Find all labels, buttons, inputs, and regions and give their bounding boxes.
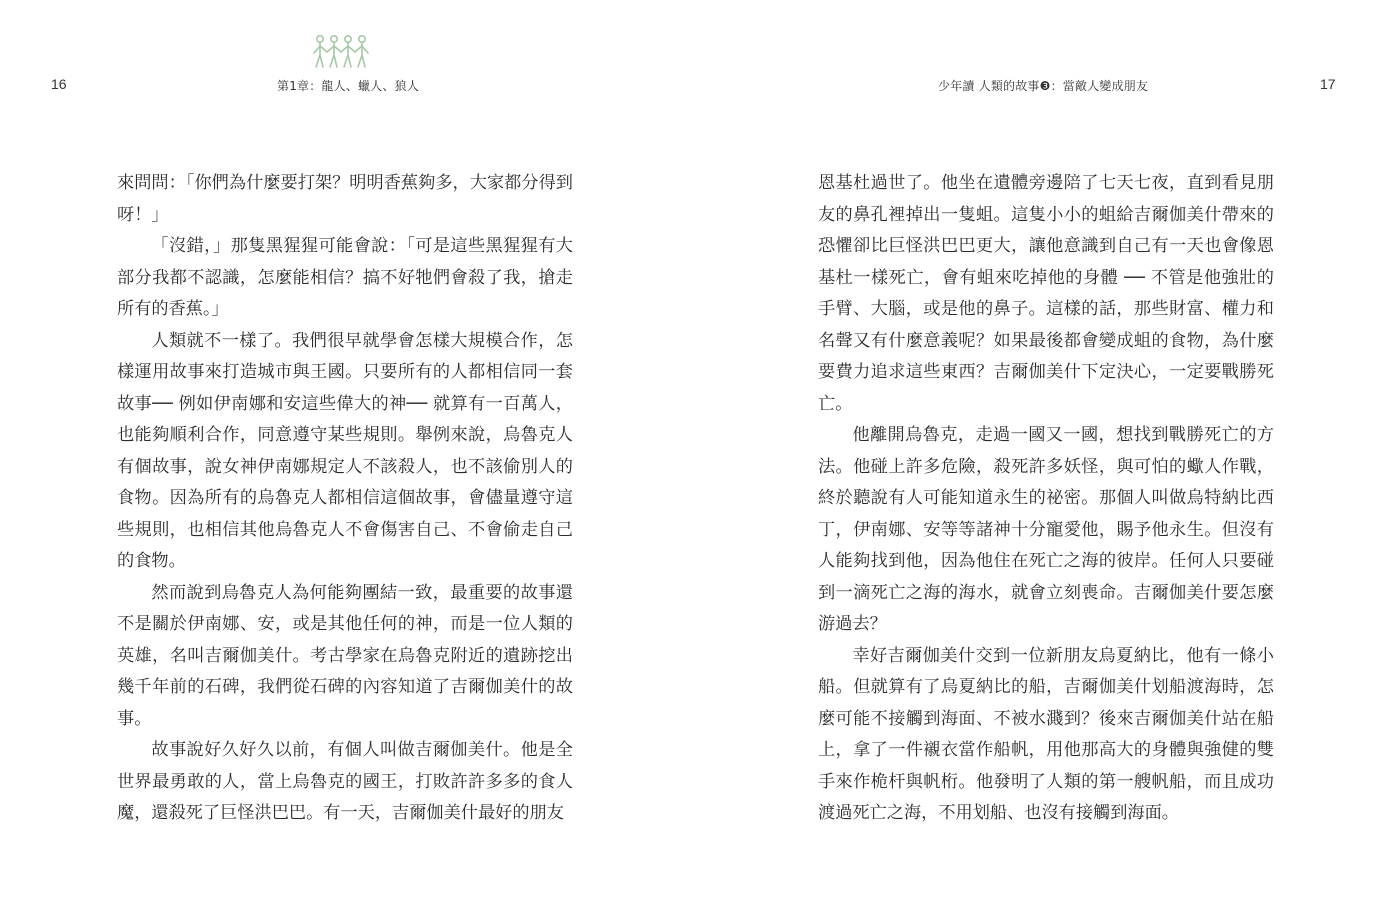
right-page	[694, 0, 1389, 900]
paragraph: 人類就不一樣了。我們很早就學會怎樣大規模合作，怎樣運用故事來打造城市與王國。只要所有的人都相信同一套故事── 例如伊南娜和安這些偉大的神── 就算有一百萬人，也能夠順利合作，同意遵守某些規則。舉例來說，烏魯克人有個故事，說女神伊南娜規定人不該殺人，也不該偷別人的食物。因為所有的烏魯克人都相信這個故事，會儘量遵守這些規則，也相信其他烏魯克人不會傷害自己、不會偷走自己的食物。	[117, 330, 573, 571]
paragraph: 故事說好久好久以前，有個人叫做吉爾伽美什。他是全世界最勇敢的人，當上烏魯克的國王，打敗許許多多的食人魔，還殺死了巨怪洪巴巴。有一天，吉爾伽美什最好的朋友	[117, 740, 573, 823]
paragraph: 恩基杜過世了。他坐在遺體旁邊陪了七天七夜，直到看見朋友的鼻孔裡掉出一隻蛆。這隻小小的蛆給吉爾伽美什帶來的恐懼卻比巨怪洪巴巴更大，讓他意識到自己有一天也會像恩基杜一樣死亡，會有蛆來吃掉他的身體 ── 不管是他強壯的手臂、大腦，或是他的鼻子。這樣的話，那些財富、權力和名聲又有什麼意義呢？如果最後都會變成蛆的食物，為什麼要費力追求這些東西？吉爾伽美什下定決心，一定要戰勝死亡。	[818, 173, 1274, 414]
left-page	[0, 0, 694, 900]
page-number: 17	[1320, 76, 1336, 92]
body-text	[117, 168, 573, 830]
running-head: 少年讀 人類的故事❸：當敵人變成朋友	[938, 79, 1149, 93]
running-head: 第1章：龍人、蠟人、狼人	[277, 79, 420, 93]
body-text	[818, 168, 1274, 830]
four-figures-holding-hands-icon	[311, 33, 371, 73]
page-number: 16	[51, 76, 67, 92]
paragraph: 他離開烏魯克，走過一國又一國，想找到戰勝死亡的方法。他碰上許多危險，殺死許多妖怪，與可怕的蠍人作戰，終於聽說有人可能知道永生的祕密。那個人叫做烏特納比西丁，伊南娜、安等等諸神十分寵愛他，賜予他永生。但沒有人能夠找到他，因為他住在死亡之海的彼岸。任何人只要碰到一滴死亡之海的海水，就會立刻喪命。吉爾伽美什要怎麼游過去？	[818, 425, 1274, 634]
paragraph: 來問問：「你們為什麼要打架？明明香蕉夠多，大家都分得到呀！」	[117, 173, 573, 225]
paragraph: 「沒錯，」那隻黑猩猩可能會說：「可是這些黑猩猩有大部分我都不認識，怎麼能相信？搞不好牠們會殺了我，搶走所有的香蕉。」	[117, 236, 573, 319]
paragraph: 然而說到烏魯克人為何能夠團結一致，最重要的故事還不是關於伊南娜、安，或是其他任何的神，而是一位人類的英雄，名叫吉爾伽美什。考古學家在烏魯克附近的遺跡挖出幾千年前的石碑，我們從石碑的內容知道了吉爾伽美什的故事。	[117, 582, 573, 729]
paragraph: 幸好吉爾伽美什交到一位新朋友烏夏納比，他有一條小船。但就算有了烏夏納比的船，吉爾伽美什划船渡海時，怎麼可能不接觸到海面、不被水濺到？後來吉爾伽美什站在船上，拿了一件襯衣當作船帆，用他那高大的身體與強健的雙手來作桅杆與帆桁。他發明了人類的第一艘帆船，而且成功渡過死亡之海，不用划船、也沒有接觸到海面。	[818, 645, 1274, 823]
